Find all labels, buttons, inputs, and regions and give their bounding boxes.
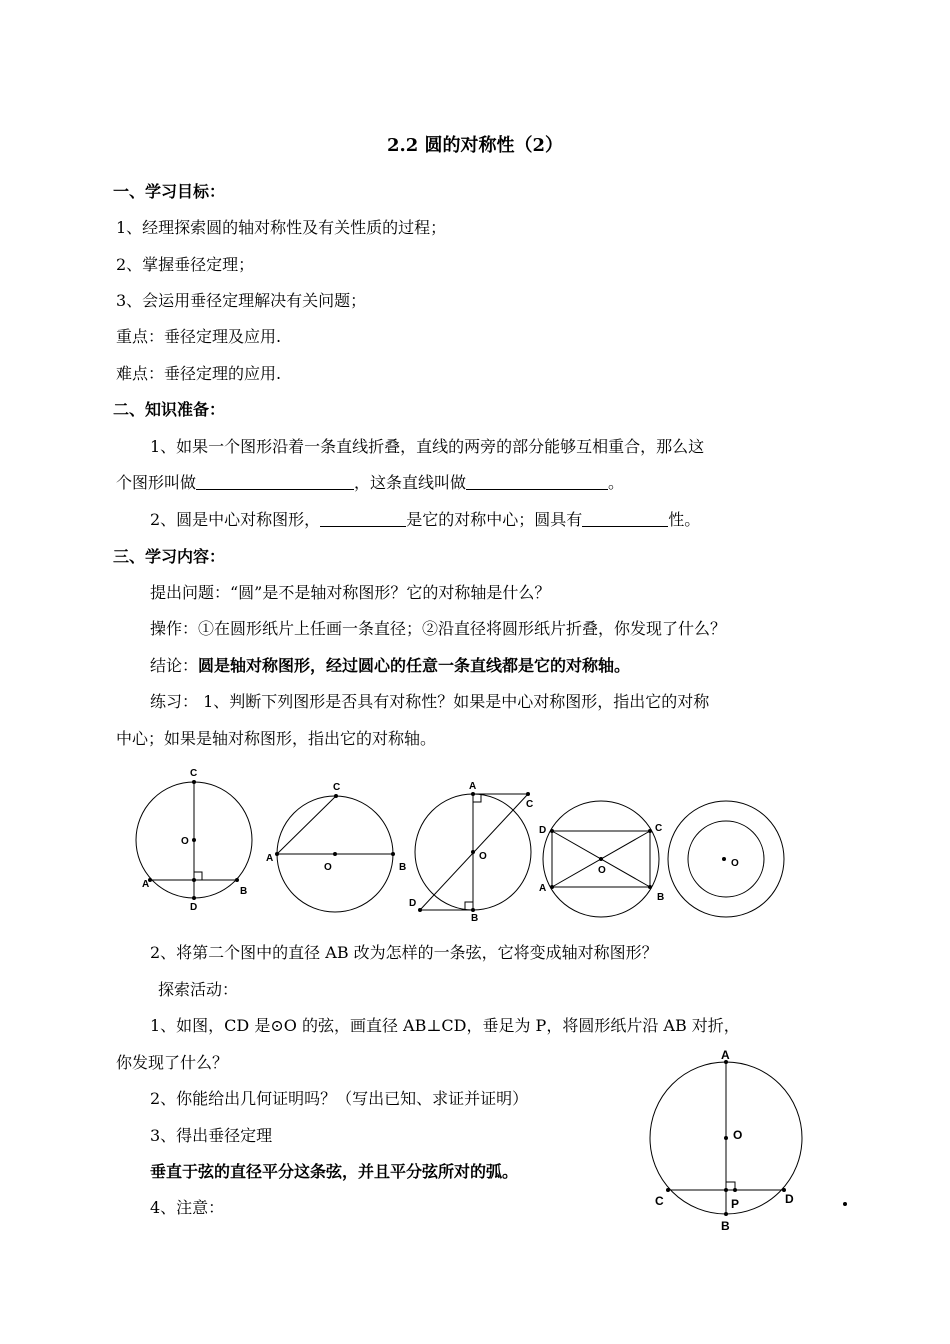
main-label-c: C xyxy=(655,1194,664,1208)
main-label-b: B xyxy=(721,1219,730,1233)
fig3-label-o: O xyxy=(479,851,487,862)
objective-item-2: 2、掌握垂径定理； xyxy=(116,255,255,274)
main-label-a: A xyxy=(721,1048,730,1062)
fig1-label-c: C xyxy=(190,768,198,779)
fig2-point-b xyxy=(391,852,395,856)
prep-q2-text-c: 性。 xyxy=(668,510,701,529)
main-point-p-mark xyxy=(733,1188,737,1192)
main-point-b xyxy=(724,1212,728,1216)
explore-heading: 探索活动： xyxy=(158,980,239,999)
fig5-label-o: O xyxy=(731,858,739,869)
fill-blank-property[interactable] xyxy=(582,510,668,527)
exercise-2: 2、将第二个图中的直径 AB 改为怎样的一条弦，它将变成轴对称图形？ xyxy=(150,943,658,962)
fig1-label-o: O xyxy=(181,836,189,847)
prep-q1-line1: 1、如果一个图形沿着一条直线折叠，直线的两旁的部分能够互相重合，那么这 xyxy=(150,437,705,456)
fig3-label-b: B xyxy=(471,913,479,924)
fig1-point-o xyxy=(192,838,196,842)
fig2-label-c: C xyxy=(333,782,341,793)
objective-item-1: 1、经理探索圆的轴对称性及有关性质的过程； xyxy=(116,218,447,237)
exercise-figures xyxy=(120,760,820,930)
fig3-point-d xyxy=(418,908,422,912)
page-title: 2.2 圆的对称性（2） xyxy=(386,135,564,156)
fill-blank-center[interactable] xyxy=(320,510,406,527)
fig1-point-c xyxy=(192,780,196,784)
main-label-p: P xyxy=(731,1197,740,1211)
fig2-label-o: O xyxy=(324,862,332,873)
prep-q1-text-a: 个图形叫做 xyxy=(116,473,197,492)
fig4-point-o xyxy=(599,857,603,861)
fig5-point-o xyxy=(722,857,726,861)
fig4-label-b: B xyxy=(657,892,665,903)
fig2-label-b: B xyxy=(399,862,407,873)
conclusion-label: 结论： xyxy=(150,656,199,675)
fig2-point-o xyxy=(333,852,337,856)
main-label-d: D xyxy=(785,1192,794,1206)
difficulty: 难点：垂径定理的应用. xyxy=(116,364,282,383)
explore-1-line2: 你发现了什么？ xyxy=(116,1053,229,1072)
fig2-point-a xyxy=(275,852,279,856)
objective-item-3: 3、会运用垂径定理解决有关问题； xyxy=(116,291,367,310)
prep-q1-text-c: 。 xyxy=(608,473,625,492)
main-point-c xyxy=(666,1188,670,1192)
fig2-chord-ac xyxy=(277,796,336,854)
key-point: 重点：垂径定理及应用. xyxy=(116,327,282,346)
fig1-point-b xyxy=(235,878,239,882)
prep-q1-line2 xyxy=(116,473,624,493)
fig2-point-c xyxy=(334,794,338,798)
prep-q2-text-a: 2、圆是中心对称图形， xyxy=(150,510,321,529)
fig3-point-b xyxy=(471,908,475,912)
fill-blank-line-name[interactable] xyxy=(466,473,608,490)
fig4-point-c xyxy=(648,829,652,833)
note-text: 4、注意： xyxy=(150,1198,225,1217)
fig4-point-a xyxy=(550,885,554,889)
prep-q2 xyxy=(150,510,700,530)
fig1-label-d: D xyxy=(190,902,198,913)
operation-text: 操作：①在圆形纸片上任画一条直径；②沿直径将圆形纸片折叠，你发现了什么？ xyxy=(150,619,727,638)
conclusion-text: 圆是轴对称图形，经过圆心的任意一条直线都是它的对称轴。 xyxy=(198,656,631,675)
perpendicular-diameter-theorem: 垂直于弦的直径平分这条弦，并且平分弦所对的弧。 xyxy=(150,1162,519,1181)
explore-1-line1: 1、如图，CD 是⊙O 的弦，画直径 AB⊥CD，垂足为 P，将圆形纸片沿 AB 对折， xyxy=(150,1016,740,1035)
fig3-label-c: C xyxy=(526,799,534,810)
exercise-1-line2: 中心；如果是轴对称图形，指出它的对称轴。 xyxy=(116,729,437,748)
main-label-o: O xyxy=(733,1128,743,1142)
main-point-o xyxy=(724,1136,728,1140)
fig4-label-c: C xyxy=(655,823,663,834)
exercise-1-line1: 练习： 1、判断下列图形是否具有对称性？如果是中心对称图形，指出它的对称 xyxy=(150,692,710,711)
fig4-label-o: O xyxy=(598,865,606,876)
prep-q2-text-b: 是它的对称中心；圆具有 xyxy=(406,510,583,529)
fig4-label-a: A xyxy=(539,883,547,894)
question-text: 提出问题：“圆”是不是轴对称图形？它的对称轴是什么？ xyxy=(150,583,551,602)
fig3-point-o xyxy=(471,850,475,854)
fig2-label-a: A xyxy=(266,853,274,864)
explore-2: 2、你能给出几何证明吗？（写出已知、求证并证明） xyxy=(150,1089,529,1108)
fig4-point-d xyxy=(550,829,554,833)
section-3-heading: 三、学习内容： xyxy=(113,547,226,566)
fill-blank-figure-name[interactable] xyxy=(196,473,354,490)
fig1-label-a: A xyxy=(142,879,150,890)
prep-q1-text-b: ，这条直线叫做 xyxy=(354,473,467,492)
fig3-point-c xyxy=(526,792,530,796)
main-point-p xyxy=(724,1188,728,1192)
section-2-heading: 二、知识准备： xyxy=(113,400,226,419)
main-figure xyxy=(640,1040,860,1240)
fig3-label-d: D xyxy=(409,898,417,909)
conclusion xyxy=(150,656,630,676)
fig3-point-a xyxy=(471,792,475,796)
fig4-point-b xyxy=(648,885,652,889)
section-1-heading: 一、学习目标： xyxy=(113,182,226,201)
explore-3: 3、得出垂径定理 xyxy=(150,1126,273,1145)
fig1-point-d xyxy=(192,896,196,900)
fig1-foot xyxy=(192,878,196,882)
stray-dot xyxy=(843,1202,847,1206)
fig1-label-b: B xyxy=(240,886,248,897)
fig4-label-d: D xyxy=(539,825,547,836)
fig3-label-a: A xyxy=(469,781,477,792)
